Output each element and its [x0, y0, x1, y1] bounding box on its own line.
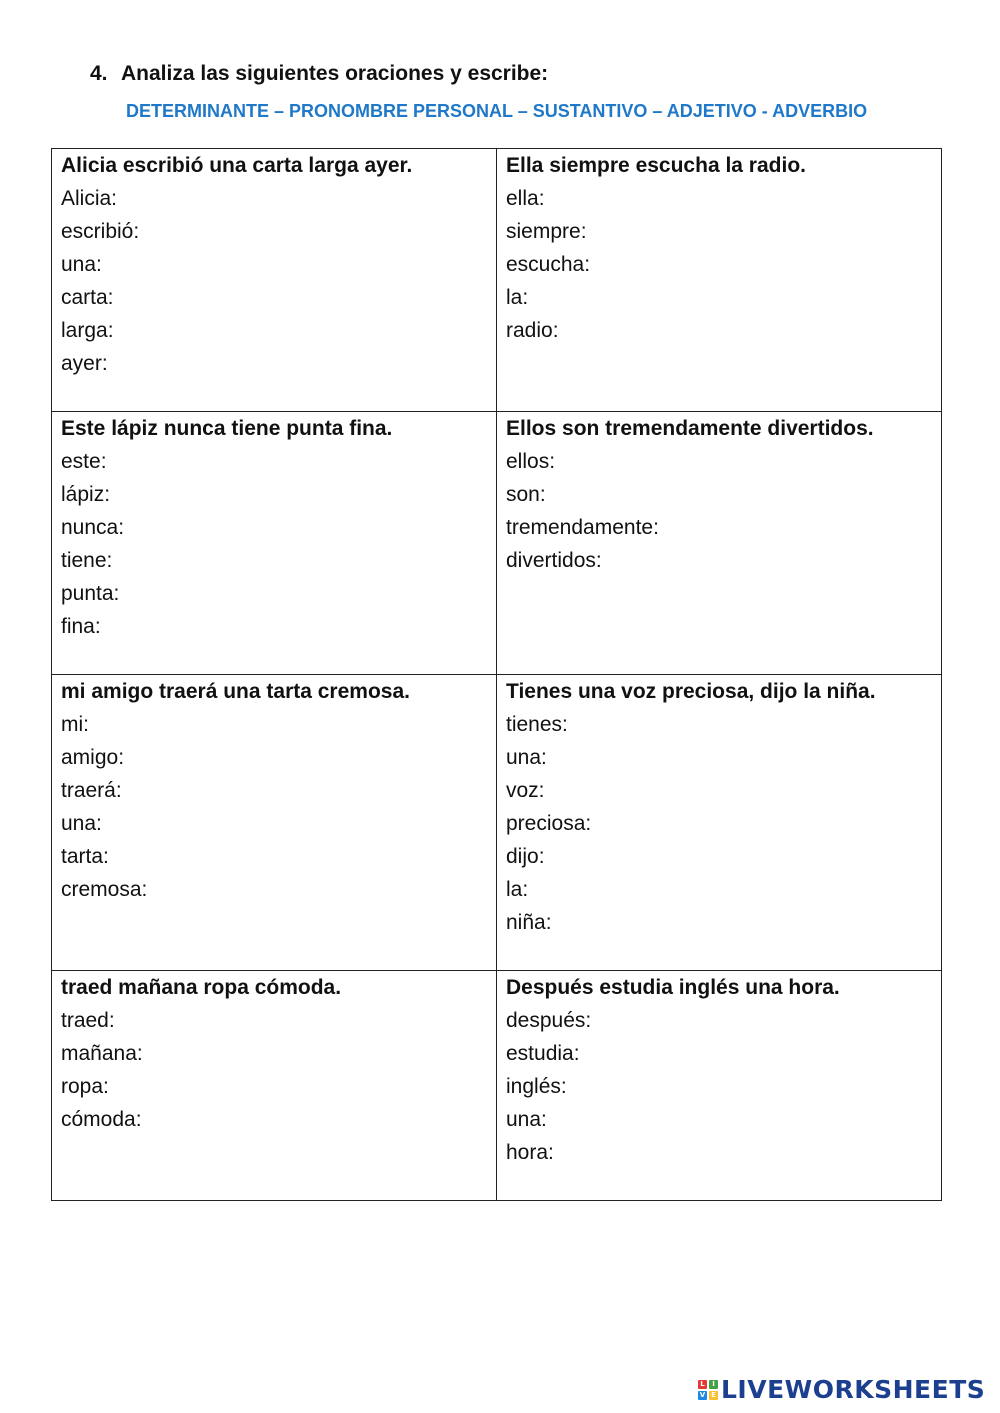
word-label[interactable]: ella:: [506, 187, 545, 210]
word-label[interactable]: preciosa:: [506, 812, 592, 835]
exercise-heading: [90, 62, 548, 86]
word-label[interactable]: son:: [506, 483, 546, 506]
logo-tile: V: [699, 1390, 706, 1399]
word-label[interactable]: tiene:: [61, 549, 113, 572]
sentence-title: Alicia escribió una carta larga ayer.: [61, 154, 413, 177]
sentence-cell: [497, 412, 942, 675]
sentence-cell: [52, 675, 497, 971]
table-row: [52, 971, 942, 1201]
word-label[interactable]: siempre:: [506, 220, 587, 243]
table-row: [52, 149, 942, 412]
word-label[interactable]: larga:: [61, 319, 114, 342]
sentence-title: Este lápiz nunca tiene punta fina.: [61, 417, 393, 440]
word-label[interactable]: cremosa:: [61, 878, 148, 901]
word-label[interactable]: carta:: [61, 286, 114, 309]
logo-tile: L: [698, 1380, 707, 1389]
word-label[interactable]: la:: [506, 286, 529, 309]
word-label[interactable]: tarta:: [61, 845, 109, 868]
logo-text: LIVEWORKSHEETS: [721, 1375, 986, 1404]
word-label[interactable]: traed:: [61, 1009, 115, 1032]
word-label[interactable]: nunca:: [61, 516, 125, 539]
word-label[interactable]: ropa:: [61, 1075, 109, 1098]
word-label[interactable]: escribió:: [61, 220, 140, 243]
word-categories: DETERMINANTE – PRONOMBRE PERSONAL – SUSTANTIVO – ADJETIVO - ADVERBIO: [126, 101, 868, 121]
table-row: [52, 412, 942, 675]
sentence-cell: [497, 971, 942, 1201]
sentence-title: mi amigo traerá una tarta cremosa.: [61, 680, 410, 703]
word-label[interactable]: hora:: [506, 1141, 554, 1164]
word-label[interactable]: amigo:: [61, 746, 125, 769]
word-label[interactable]: voz:: [506, 779, 545, 802]
word-label[interactable]: inglés:: [506, 1075, 567, 1098]
logo-tile: I: [709, 1380, 718, 1389]
sentence-title: Después estudia inglés una hora.: [506, 976, 840, 999]
word-label[interactable]: este:: [61, 450, 107, 473]
logo-tile: E: [709, 1391, 718, 1400]
exercise-instruction: Analiza las siguientes oraciones y escribe:: [121, 62, 549, 85]
sentence-title: Ellos son tremendamente divertidos.: [506, 417, 874, 440]
word-label[interactable]: cómoda:: [61, 1108, 142, 1131]
word-label[interactable]: mañana:: [61, 1042, 143, 1065]
word-label[interactable]: fina:: [61, 615, 101, 638]
word-label[interactable]: divertidos:: [506, 549, 602, 572]
word-label[interactable]: ellos:: [506, 450, 556, 473]
word-label[interactable]: punta:: [61, 582, 120, 605]
liveworksheets-logo[interactable]: [698, 1375, 985, 1404]
word-label[interactable]: una:: [61, 253, 102, 276]
word-label[interactable]: ayer:: [61, 352, 108, 375]
sentence-cell: [52, 412, 497, 675]
word-label[interactable]: estudia:: [506, 1042, 580, 1065]
word-label[interactable]: Alicia:: [61, 187, 118, 210]
sentence-title: Tienes una voz preciosa, dijo la niña.: [506, 680, 876, 703]
word-label[interactable]: mi:: [61, 713, 89, 736]
word-label[interactable]: niña:: [506, 911, 552, 934]
word-label[interactable]: después:: [506, 1009, 592, 1032]
word-label[interactable]: dijo:: [506, 845, 545, 868]
word-label[interactable]: traerá:: [61, 779, 122, 802]
sentence-cell: [52, 971, 497, 1201]
word-label[interactable]: una:: [506, 1108, 547, 1131]
word-label[interactable]: una:: [506, 746, 547, 769]
sentence-cell: [497, 149, 942, 412]
analysis-table: [51, 148, 942, 1201]
word-label[interactable]: tremendamente:: [506, 516, 659, 539]
exercise-number: 4.: [90, 62, 108, 85]
word-label[interactable]: escucha:: [506, 253, 591, 276]
sentence-cell: [52, 149, 497, 412]
word-label[interactable]: tienes:: [506, 713, 568, 736]
word-label[interactable]: la:: [506, 878, 529, 901]
sentence-cell: [497, 675, 942, 971]
logo-mark-icon: [698, 1380, 718, 1400]
sentence-title: Ella siempre escucha la radio.: [506, 154, 806, 177]
table-row: [52, 675, 942, 971]
word-label[interactable]: radio:: [506, 319, 559, 342]
sentence-title: traed mañana ropa cómoda.: [61, 976, 342, 999]
word-label[interactable]: lápiz:: [61, 483, 111, 506]
word-label[interactable]: una:: [61, 812, 102, 835]
